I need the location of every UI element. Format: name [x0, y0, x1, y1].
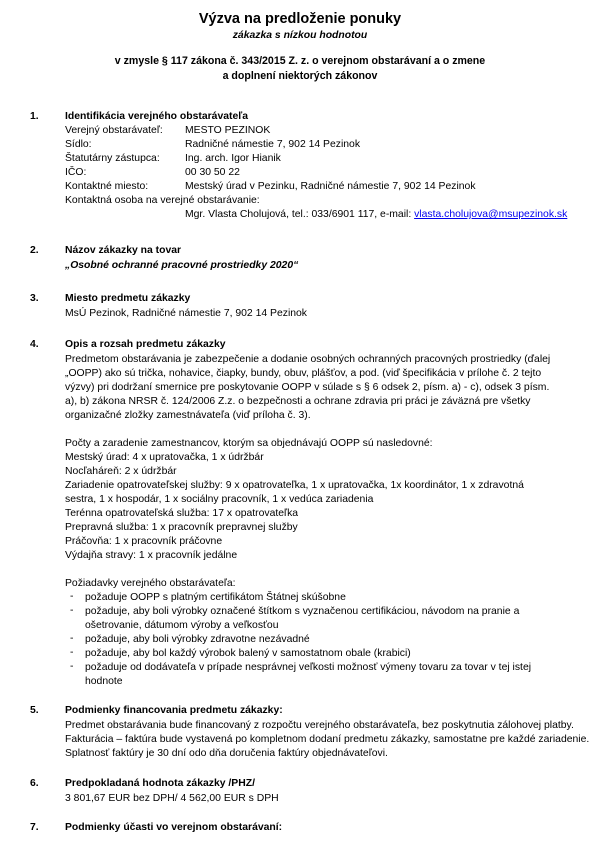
section-number: 2.: [30, 245, 39, 256]
count-line: Terénna opatrovateľská služba: 17 x opatrovateľka: [65, 508, 299, 519]
opis-line-3: výzvy) pri dodržaní smernice pre poskytovanie OOPP v súlade s § 6 odsek 2, písm. a) - c), odsek 3 písm.: [65, 382, 550, 393]
count-line: Práčovňa: 1 x pracovník práčovne: [65, 536, 223, 547]
law-line-1: v zmysle § 117 zákona č. 343/2015 Z. z. o verejnom obstarávaní a o zmene: [114, 55, 486, 67]
label-ico: IČO:: [65, 167, 87, 178]
label-obstaravatel: Verejný obstarávateľ:: [65, 125, 163, 136]
requirement-item: požaduje od dodávateľa v prípade nesprávnej veľkosti možnosť výmeny tovaru za tovar v tej istej: [85, 662, 532, 673]
law-line-2: a doplnení niektorých zákonov: [222, 70, 378, 82]
value-statutar: Ing. arch. Igor Hianik: [185, 153, 281, 164]
contact-text: Mgr. Vlasta Cholujová, tel.: 033/6901 117, e-mail:: [185, 209, 415, 220]
section-number: 7.: [30, 822, 39, 833]
value-kontaktne-miesto: Mestský úrad v Pezinku, Radničné námestie 7, 902 14 Pezinok: [185, 181, 476, 192]
zakazka-name: „Osobné ochranné pracovné prostriedky 2020“: [65, 260, 299, 271]
label-kontaktna-osoba: Kontaktná osoba na verejné obstarávanie:: [65, 195, 260, 206]
value-sidlo: Radničné námestie 7, 902 14 Pezinok: [185, 139, 361, 150]
section-number: 4.: [30, 339, 39, 350]
law-reference: [90, 54, 510, 84]
financovanie-line: Splatnosť faktúry je 30 dní odo dňa doručenia faktúry objednávateľovi.: [65, 748, 388, 759]
section-heading: Opis a rozsah predmetu zákazky: [65, 339, 226, 350]
section-heading: Predpokladaná hodnota zákazky /PHZ/: [65, 778, 255, 789]
label-kontaktne-miesto: Kontaktné miesto:: [65, 181, 149, 192]
bullet: -: [70, 633, 74, 644]
section-heading: Miesto predmetu zákazky: [65, 293, 191, 304]
bullet: -: [70, 605, 74, 616]
opis-line-1: Predmetom obstarávania je zabezpečenie a dodanie osobných ochranných pracovných prostriedky (ďalej: [65, 354, 551, 365]
label-sidlo: Sídlo:: [65, 139, 92, 150]
document-subtitle: zákazka s nízkou hodnotou: [232, 30, 368, 41]
count-line: Výdajňa stravy: 1 x pracovník jedálne: [65, 550, 238, 561]
section-heading: Názov zákazky na tovar: [65, 245, 182, 256]
count-line: Zariadenie opatrovateľskej služby: 9 x opatrovateľka, 1 x upratovačka, 1x koordinátor, 1 x zdravotná: [65, 480, 524, 491]
value-ico: 00 30 50 22: [185, 167, 240, 178]
requirement-item: požaduje, aby bol každý výrobok balený v samostatnom obale (krabici): [85, 648, 411, 659]
requirement-item: požaduje OOPP s platným certifikátom Štátnej skúšobne: [85, 592, 346, 603]
opis-line-2: „OOPP) ako sú trička, nohavice, čiapky, bundy, obuv, plášťov, a pod. (viď špecifikácia v prílohe č. 2 tejto: [65, 368, 542, 379]
counts-intro: Počty a zaradenie zamestnancov, ktorým sa objednávajú OOPP sú nasledovné:: [65, 438, 433, 449]
financovanie-line: Fakturácia – faktúra bude vystavená po kompletnom dodaní predmetu zákazky, samostatne pre každé zariadenie.: [65, 734, 590, 745]
count-line: sestra, 1 x hospodár, 1 x sociálny pracovník, 1 x vedúca zariadenia: [65, 494, 374, 505]
section-heading: Identifikácia verejného obstarávateľa: [65, 111, 249, 122]
bullet: -: [70, 647, 74, 658]
count-line: Mestský úrad: 4 x upratovačka, 1 x údržbár: [65, 452, 264, 463]
section-number: 3.: [30, 293, 39, 304]
count-line: Nocľaháreň: 2 x údržbár: [65, 466, 177, 477]
requirement-item: požaduje, aby boli výrobky označené štítkom s vyznačenou certifikáciou, návodom na pranie a: [85, 606, 520, 617]
section-number: 6.: [30, 778, 39, 789]
section-number: 5.: [30, 705, 39, 716]
value-obstaravatel: MESTO PEZINOK: [185, 125, 271, 136]
count-line: Prepravná služba: 1 x pracovník prepravnej služby: [65, 522, 298, 533]
bullet: -: [70, 661, 74, 672]
requirement-item-cont: ošetrovanie, dátumom výroby a veľkosťou: [85, 620, 279, 631]
document-title: Výzva na predloženie ponuky: [198, 11, 402, 27]
miesto-value: MsÚ Pezinok, Radničné námestie 7, 902 14 Pezinok: [65, 308, 308, 319]
opis-line-5: organizačné zložky zamestnávateľa (viď príloha č. 3).: [65, 410, 311, 421]
email-link[interactable]: vlasta.cholujova@msupezinok.sk: [414, 209, 568, 220]
label-statutar: Štatutárny zástupca:: [65, 153, 160, 164]
requirements-intro: Požiadavky verejného obstarávateľa:: [65, 578, 236, 589]
bullet: -: [70, 591, 74, 602]
opis-line-4: a), b) zákona NRSR č. 124/2006 Z.z. o bezpečnosti a ochrane zdravia pri práci je záväzná pre všetky: [65, 396, 531, 407]
phz-value: 3 801,67 EUR bez DPH/ 4 562,00 EUR s DPH: [65, 793, 279, 804]
requirement-item: požaduje, aby boli výrobky zdravotne nezávadné: [85, 634, 310, 645]
section-heading: Podmienky financovania predmetu zákazky:: [65, 705, 283, 716]
section-heading: Podmienky účasti vo verejnom obstarávaní:: [65, 822, 283, 833]
financovanie-line: Predmet obstarávania bude financovaný z rozpočtu verejného obstarávateľa, bez poskytnutia zálohovej platby.: [65, 720, 574, 731]
section-number: 1.: [30, 111, 39, 122]
requirement-item-cont: hodnote: [85, 676, 123, 687]
value-kontaktna-osoba: [185, 209, 567, 220]
